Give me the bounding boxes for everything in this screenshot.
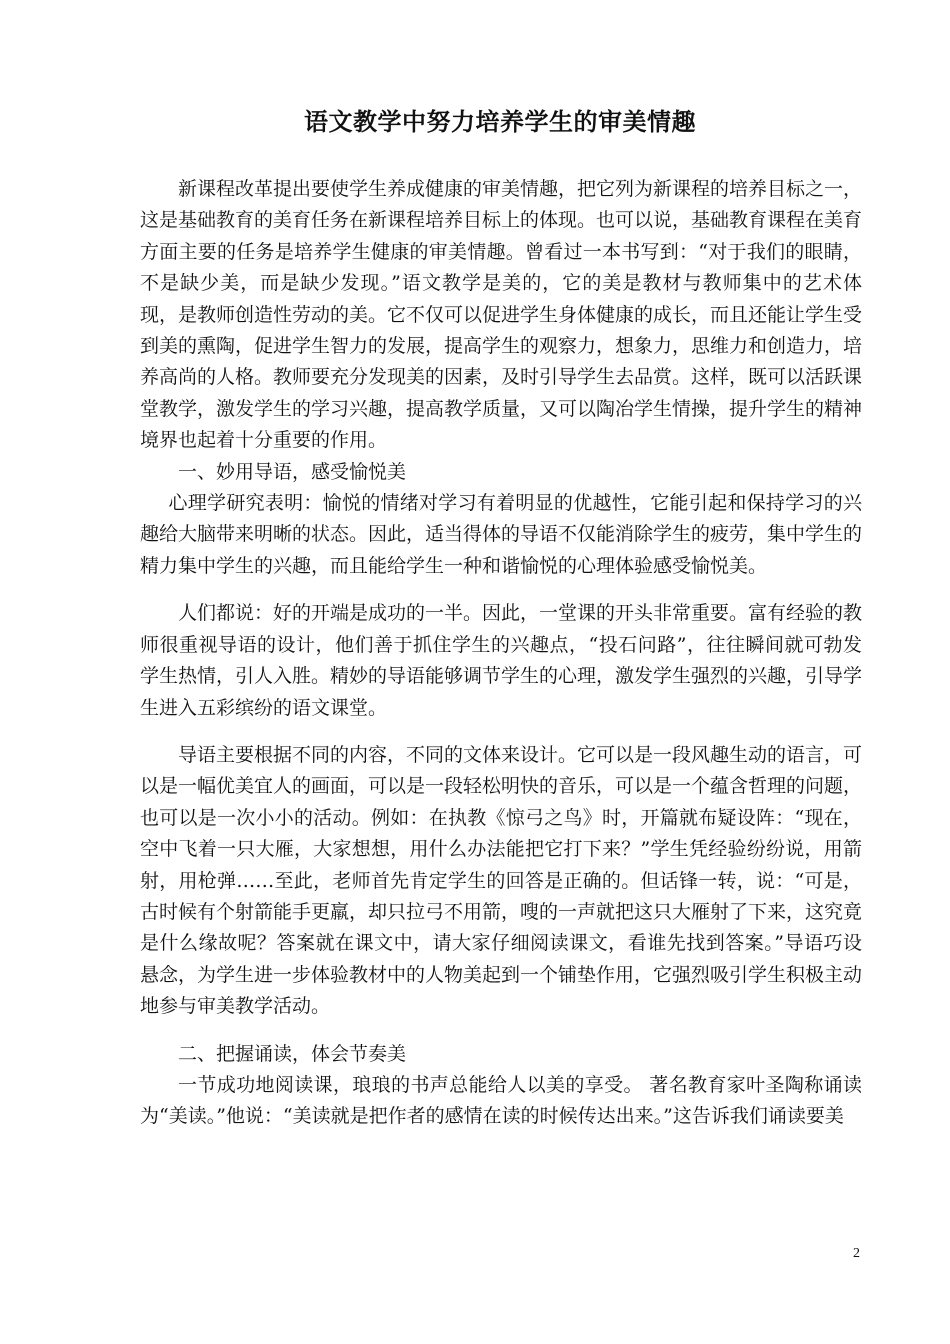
document-title: 语文教学中努力培养学生的审美情趣 xyxy=(304,107,696,136)
paragraph-reading: 一节成功地阅读课，琅琅的书声总能给人以美的享受。 著名教育家叶圣陶称诵读为“美读。”他说：“美读就是把作者的感情在读的时候传达出来。”这告诉我们诵读要美 xyxy=(140,1073,862,1128)
document-body xyxy=(140,174,862,1133)
paragraph-good-start: 人们都说：好的开端是成功的一半。因此，一堂课的开头非常重要。富有经验的教师很重视导语的设计，他们善于抓住学生的兴趣点，“投石问路”，往往瞬间就可勃发学生热情，引人入胜。精妙的导语能够调节学生的心理，激发学生强烈的兴趣，引导学生进入五彩缤纷的语文课堂。 xyxy=(140,602,863,719)
paragraph-intro: 新课程改革提出要使学生养成健康的审美情趣，把它列为新课程的培养目标之一，这是基础教育的美育任务在新课程培养目标上的体现。也可以说，基础教育课程在美育方面主要的任务是培养学生健康的审美情趣。曾看过一本书写到：“对于我们的眼睛，不是缺少美，而是缺少发现。”语文教学是美的，它的美是教材与教师集中的艺术体现，是教师创造性劳动的美。它不仅可以促进学生身体健康的成长，而且还能让学生受到美的熏陶，促进学生智力的发展，提高学生的观察力，想象力，思维力和创造力，培养高尚的人格。教师要充分发现美的因素，及时引导学生去品赏。这样，既可以活跃课堂教学，激发学生的学习兴趣，提高教学质量，又可以陶冶学生情操，提升学生的精神境界也起着十分重要的作用。 xyxy=(140,178,863,452)
section-heading-2: 二、把握诵读，体会节奏美 xyxy=(178,1042,407,1065)
section-heading-1: 一、妙用导语，感受愉悦美 xyxy=(178,460,407,483)
paragraph-psychology: 心理学研究表明：愉悦的情绪对学习有着明显的优越性，它能引起和保持学习的兴趣给大脑带来明晰的状态。因此，适当得体的导语不仅能消除学生的疲劳，集中学生的精力集中学生的兴趣，而且能给学生一种和谐愉悦的心理体验感受愉悦美。 xyxy=(140,492,863,577)
paragraph-lead-in-design: 导语主要根据不同的内容，不同的文体来设计。它可以是一段风趣生动的语言，可以是一幅优美宜人的画面，可以是一段轻松明快的音乐，可以是一个蕴含哲理的问题，也可以是一次小小的活动。例如：在执教《惊弓之鸟》时，开篇就布疑设阵：“现在，空中飞着一只大雁，大家想想，用什么办法能把它打下来？”学生凭经验纷纷说，用箭射，用枪弹……至此，老师首先肯定学生的回答是正确的。但话锋一转，说：“可是，古时候有个射箭能手更羸，却只拉弓不用箭，嗖的一声就把这只大雁射了下来，这究竟是什么缘故呢？答案就在课文中，请大家仔细阅读课文，看谁先找到答案。”导语巧设悬念，为学生进一步体验教材中的人物美起到一个铺垫作用，它强烈吸引学生积极主动地参与审美教学活动。 xyxy=(140,743,863,1018)
page-number: 2 xyxy=(853,1246,860,1261)
